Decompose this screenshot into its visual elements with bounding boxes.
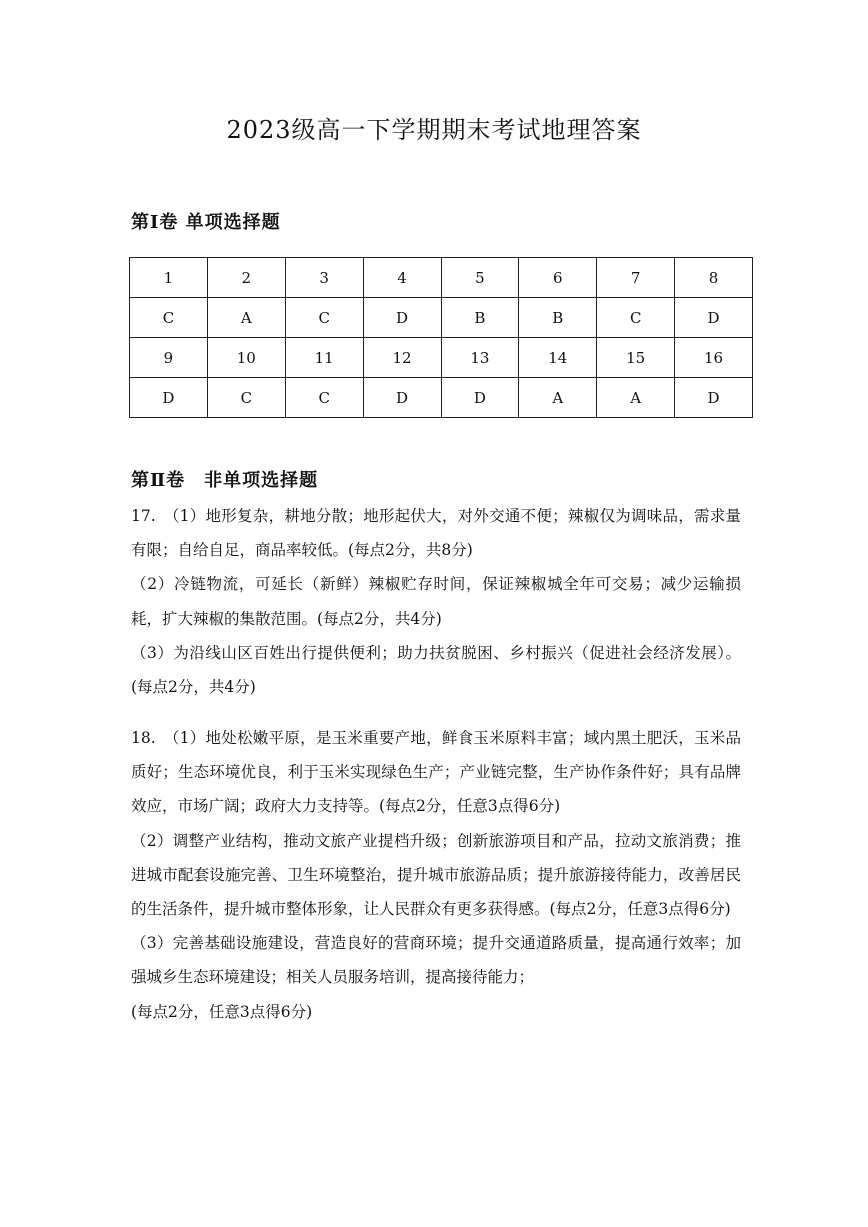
section-heading-part2: 第Ⅱ卷 非单项选择题 xyxy=(131,470,319,491)
table-cell: 3 xyxy=(285,258,363,298)
table-cell: D xyxy=(675,378,753,418)
table-cell: D xyxy=(441,378,519,418)
table-cell: C xyxy=(285,298,363,338)
table-row xyxy=(130,298,753,338)
table-cell: A xyxy=(207,298,285,338)
answer-paragraph: (每点2分，任意3点得6分) xyxy=(131,1002,313,1021)
table-cell: 5 xyxy=(441,258,519,298)
answer-paragraph: （2）冷链物流，可延长（新鲜）辣椒贮存时间，保证辣椒城全年可交易；减少运输损耗，扩大辣椒的集散范围。(每点2分，共4分) xyxy=(131,575,741,628)
answer-paragraph: （2）调整产业结构，推动文旅产业提档升级；创新旅游项目和产品，拉动文旅消费；推进城市配套设施完善、卫生环境整治，提升城市旅游品质；提升旅游接待能力，改善居民的生活条件，提升城市整体形象，让人民群众有更多获得感。(每点2分，任意3点得6分) xyxy=(131,831,741,919)
table-row xyxy=(130,338,753,378)
table-cell: 1 xyxy=(130,258,208,298)
table-cell: 9 xyxy=(130,338,208,378)
answer-table xyxy=(129,257,753,418)
table-cell: 4 xyxy=(363,258,441,298)
table-cell: C xyxy=(207,378,285,418)
table-cell: A xyxy=(519,378,597,418)
table-cell: 7 xyxy=(597,258,675,298)
table-cell: D xyxy=(675,298,753,338)
table-cell: D xyxy=(363,378,441,418)
table-cell: 13 xyxy=(441,338,519,378)
table-cell: D xyxy=(130,378,208,418)
answer-paragraph: 17. （1）地形复杂，耕地分散；地形起伏大，对外交通不便；辣椒仅为调味品，需求量有限；自给自足，商品率较低。(每点2分，共8分) xyxy=(131,507,741,560)
table-cell: 14 xyxy=(519,338,597,378)
section-heading-part1: 第Ⅰ卷 单项选择题 xyxy=(131,212,281,233)
table-cell: 15 xyxy=(597,338,675,378)
table-row xyxy=(130,258,753,298)
table-cell: B xyxy=(519,298,597,338)
table-cell: C xyxy=(285,378,363,418)
table-cell: 2 xyxy=(207,258,285,298)
table-row xyxy=(130,378,753,418)
table-cell: B xyxy=(441,298,519,338)
table-cell: 6 xyxy=(519,258,597,298)
question-17-answer xyxy=(131,499,741,704)
page-title: 2023级高一下学期期末考试地理答案 xyxy=(226,116,642,144)
table-cell: D xyxy=(363,298,441,338)
table-cell: 16 xyxy=(675,338,753,378)
table-cell: 10 xyxy=(207,338,285,378)
answer-paragraph: 18. （1）地处松嫩平原，是玉米重要产地，鲜食玉米原料丰富；域内黑土肥沃，玉米品质好；生态环境优良，利于玉米实现绿色生产；产业链完整，生产协作条件好；具有品牌效应，市场广阔；政府大力支持等。(每点2分，任意3点得6分) xyxy=(131,729,741,816)
answer-paragraph: （3）完善基础设施建设，营造良好的营商环境；提升交通道路质量，提高通行效率；加强城乡生态环境建设；相关人员服务培训，提高接待能力； xyxy=(131,934,741,987)
table-cell: A xyxy=(597,378,675,418)
table-cell: C xyxy=(597,298,675,338)
answer-paragraph: （3）为沿线山区百姓出行提供便利；助力扶贫脱困、乡村振兴（促进社会经济发展）。(每点2分，共4分) xyxy=(131,643,741,697)
table-cell: 12 xyxy=(363,338,441,378)
table-cell: 11 xyxy=(285,338,363,378)
table-cell: 8 xyxy=(675,258,753,298)
table-cell: C xyxy=(130,298,208,338)
question-18-answer xyxy=(131,721,741,1029)
